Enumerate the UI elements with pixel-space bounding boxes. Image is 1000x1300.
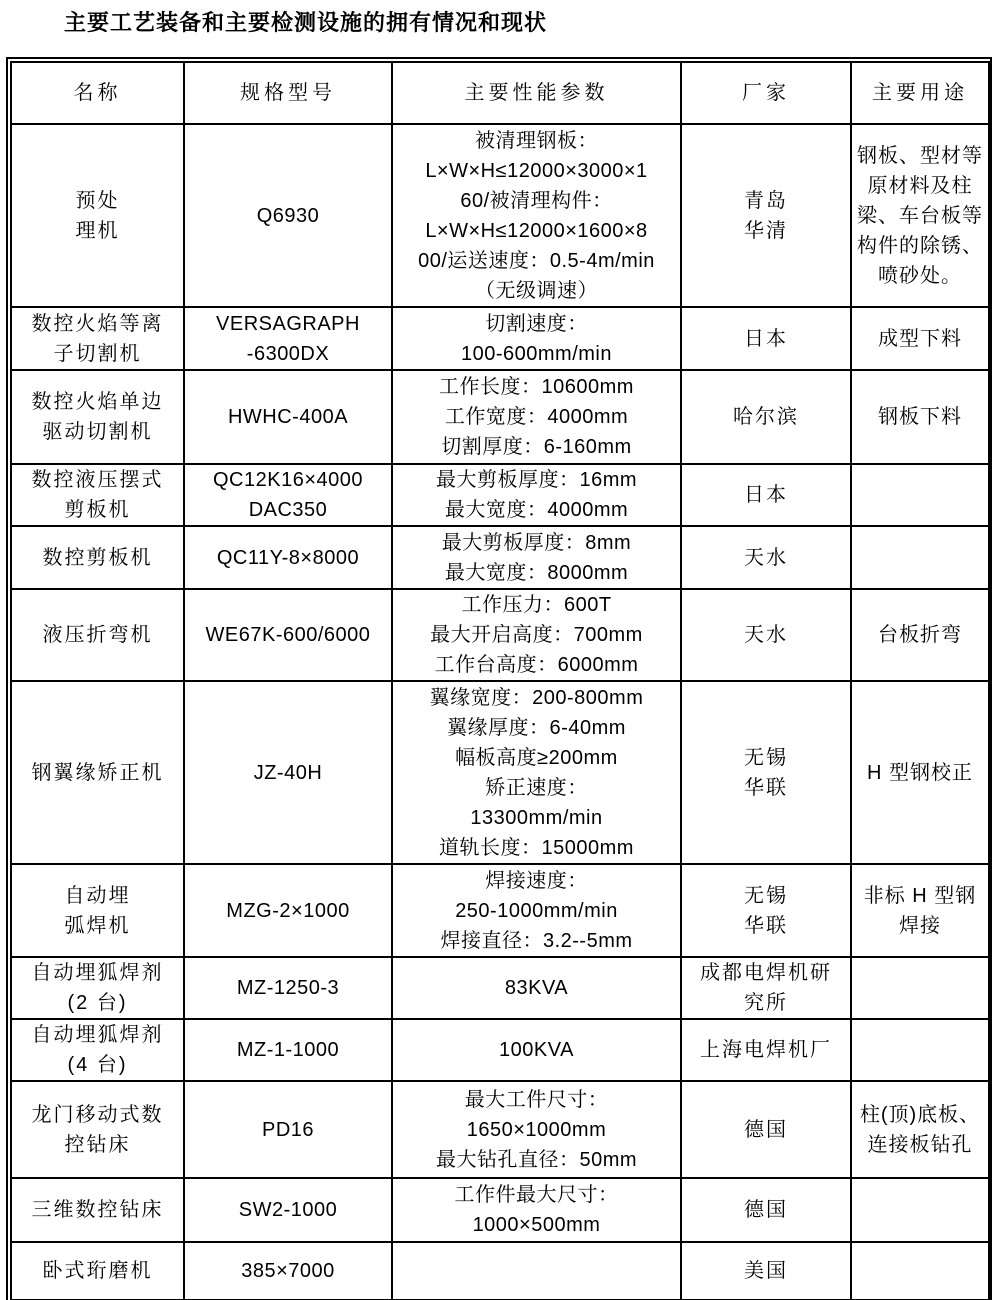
table-row [11,1242,989,1300]
table-frame [6,57,992,1300]
cell-params [392,1242,681,1300]
table-row [11,864,989,957]
cell-line: L×W×H≤12000×1600×8 [425,219,648,242]
cell-line: 钢翼缘矫正机 [31,761,164,784]
cell-line: 工作件最大尺寸： [454,1184,619,1206]
cell-line: 哈尔滨 [733,406,799,428]
cell-maker [681,864,851,957]
cell-line: 1000×500mm [472,1214,601,1236]
cell-usage [851,957,989,1019]
cell-model [184,307,392,370]
cell-line: 卧式珩磨机 [42,1260,153,1282]
cell-usage [851,1178,989,1242]
cell-line: 幅板高度≥200mm [455,746,618,769]
cell-line: 柱(顶)底板、 [859,1103,981,1126]
cell-line: 预处 [75,189,120,212]
cell-line: 台板折弯 [878,624,962,646]
cell-line: 矫正速度： [485,776,588,799]
cell-name [11,370,184,464]
cell-params [392,307,681,370]
cell-name [11,464,184,526]
cell-line: (2 台) [67,992,128,1014]
cell-line: 液压折弯机 [42,624,153,646]
header-params: 主要性能参数 [392,62,681,124]
cell-usage [851,589,989,681]
table-row [11,307,989,370]
cell-line: 青岛 [744,189,788,212]
cell-line: 原材料及柱 [867,174,973,197]
header-row [11,62,989,124]
cell-line: QC11Y-8×8000 [216,546,360,569]
cell-line: 最大开启高度：700mm [430,624,643,646]
cell-line: 喷砂处。 [878,264,962,287]
cell-line: 焊接直径：3.2--5mm [440,929,633,952]
cell-model [184,864,392,957]
cell-params [392,370,681,464]
cell-line: 美国 [744,1260,788,1282]
header-name: 名称 [11,62,184,124]
cell-line: QC12K16×4000 [212,469,363,491]
cell-line: 100KVA [499,1039,574,1061]
cell-params [392,589,681,681]
cell-line: 天水 [744,546,788,569]
cell-line: 龙门移动式数 [31,1103,164,1126]
cell-line: 250-1000mm/min [455,899,618,922]
page-title: 主要工艺装备和主要检测设施的拥有情况和现状 [64,10,548,35]
cell-maker [681,1178,851,1242]
cell-maker [681,957,851,1019]
cell-line: 83KVA [504,977,569,999]
cell-line: 自动埋狐焊剂 [31,962,164,984]
cell-maker [681,370,851,464]
cell-line: 德国 [744,1118,788,1141]
cell-line: 切割厚度：6-160mm [441,436,632,458]
cell-model [184,681,392,864]
cell-params [392,957,681,1019]
cell-line: 道轨长度：15000mm [439,836,634,859]
cell-model [184,370,392,464]
cell-name [11,864,184,957]
cell-line: 梁、车台板等 [857,204,983,227]
cell-model [184,124,392,307]
table-row [11,370,989,464]
cell-line: 最大宽度：8000mm [444,561,629,584]
cell-model [184,1242,392,1300]
cell-line: 钢板、型材等 [857,144,983,167]
cell-maker [681,124,851,307]
cell-model [184,1178,392,1242]
cell-name [11,1019,184,1081]
cell-line: （无级调速） [475,279,598,302]
cell-maker [681,526,851,589]
cell-model [184,526,392,589]
equipment-table [10,61,990,1300]
cell-params [392,464,681,526]
cell-line: 成都电焊机研 [700,962,832,984]
cell-line: 焊接 [899,914,941,937]
cell-maker [681,681,851,864]
cell-line: 自动埋狐焊剂 [31,1024,164,1046]
cell-params [392,1081,681,1178]
cell-line: 华联 [744,914,788,937]
cell-line: 连接板钻孔 [867,1133,973,1156]
table-row [11,1178,989,1242]
cell-line: 无锡 [744,884,788,907]
cell-name [11,1081,184,1178]
cell-line: 驱动切割机 [42,421,153,443]
table-row [11,589,989,681]
cell-line: 60/被清理构件： [460,189,613,212]
equipment-table-body [11,124,989,1300]
cell-usage [851,681,989,864]
cell-model [184,464,392,526]
cell-line: 构件的除锈、 [857,234,983,257]
cell-line: 最大剪板厚度：16mm [435,469,638,491]
header-model: 规格型号 [184,62,392,124]
cell-line: 无锡 [744,746,788,769]
cell-line: 被清理钢板： [475,129,598,152]
cell-line: 德国 [744,1199,788,1221]
cell-params [392,124,681,307]
cell-line: 工作宽度：4000mm [444,406,629,428]
cell-line: 最大工件尺寸： [464,1088,609,1111]
cell-params [392,681,681,864]
cell-name [11,589,184,681]
cell-model [184,1019,392,1081]
cell-line: 控钻床 [64,1133,131,1156]
cell-line: Q6930 [256,204,320,227]
cell-maker [681,1242,851,1300]
cell-line: -6300DX [246,342,330,365]
table-row [11,124,989,307]
cell-usage [851,1081,989,1178]
cell-name [11,1242,184,1300]
cell-line: 剪板机 [64,499,131,521]
cell-line: HWHC-400A [227,406,349,428]
cell-line: 工作长度：10600mm [439,376,634,398]
cell-line: 数控液压摆式 [31,469,164,491]
cell-line: 华联 [744,776,788,799]
cell-line: 1650×1000mm [466,1118,607,1141]
cell-name [11,307,184,370]
cell-name [11,957,184,1019]
cell-line: 最大剪板厚度：8mm [441,531,632,554]
cell-line: 最大钻孔直径：50mm [435,1148,638,1171]
cell-line: 非标 H 型钢 [863,884,977,907]
cell-usage [851,124,989,307]
cell-name [11,526,184,589]
cell-params [392,526,681,589]
cell-maker [681,1019,851,1081]
cell-line: 数控剪板机 [42,546,153,569]
cell-usage [851,864,989,957]
cell-line: JZ-40H [253,761,323,784]
cell-line: 焊接速度： [485,869,588,892]
table-row [11,957,989,1019]
cell-line: (4 台) [67,1054,128,1076]
cell-line: MZG-2×1000 [226,899,350,922]
cell-line: MZ-1250-3 [236,977,340,999]
cell-line: 上海电焊机厂 [700,1039,832,1061]
cell-usage [851,307,989,370]
cell-line: 工作台高度：6000mm [434,654,639,676]
cell-line: WE67K-600/6000 [205,624,371,646]
cell-model [184,957,392,1019]
cell-usage [851,370,989,464]
cell-line: 13300mm/min [470,806,603,829]
cell-line: 100-600mm/min [460,342,612,365]
cell-maker [681,307,851,370]
cell-line: 工作压力：600T [461,594,612,616]
cell-usage [851,464,989,526]
cell-line: 日本 [744,484,788,506]
table-row [11,1019,989,1081]
cell-line: 钢板下料 [878,406,962,428]
table-row [11,464,989,526]
cell-maker [681,1081,851,1178]
cell-line: MZ-1-1000 [236,1039,340,1061]
cell-usage [851,1019,989,1081]
cell-name [11,681,184,864]
cell-line: 究所 [744,992,788,1014]
header-maker: 厂家 [681,62,851,124]
cell-line: PD16 [261,1118,315,1141]
cell-name [11,124,184,307]
cell-usage [851,526,989,589]
cell-line: 成型下料 [878,327,962,350]
cell-line: H 型钢校正 [867,761,973,784]
cell-line: 日本 [744,327,788,350]
cell-line: VERSAGRAPH [216,312,360,335]
table-row [11,681,989,864]
cell-line: SW2-1000 [238,1199,338,1221]
cell-line: 最大宽度：4000mm [444,499,629,521]
cell-model [184,589,392,681]
cell-line: 华清 [744,219,788,242]
cell-line: L×W×H≤12000×3000×1 [425,159,648,182]
cell-params [392,864,681,957]
cell-line: 翼缘宽度：200-800mm [429,686,644,709]
cell-line: 切割速度： [485,312,588,335]
cell-params [392,1019,681,1081]
cell-usage [851,1242,989,1300]
cell-maker [681,464,851,526]
cell-line: 三维数控钻床 [31,1199,164,1221]
table-row [11,1081,989,1178]
cell-line: 自动埋 [64,884,131,907]
cell-line: 天水 [744,624,788,646]
cell-line: 翼缘厚度：6-40mm [447,716,626,739]
cell-line: 385×7000 [241,1260,335,1282]
cell-params [392,1178,681,1242]
table-row [11,526,989,589]
cell-name [11,1178,184,1242]
cell-maker [681,589,851,681]
cell-line: 数控火焰单边 [31,391,164,413]
cell-model [184,1081,392,1178]
cell-line: DAC350 [248,499,328,521]
cell-line: 理机 [75,219,120,242]
cell-line: 数控火焰等离 [31,312,164,335]
header-usage: 主要用途 [851,62,989,124]
cell-line: 弧焊机 [64,914,131,937]
cell-line: 00/运送速度：0.5-4m/min [418,249,655,272]
cell-line: 子切割机 [53,342,142,365]
